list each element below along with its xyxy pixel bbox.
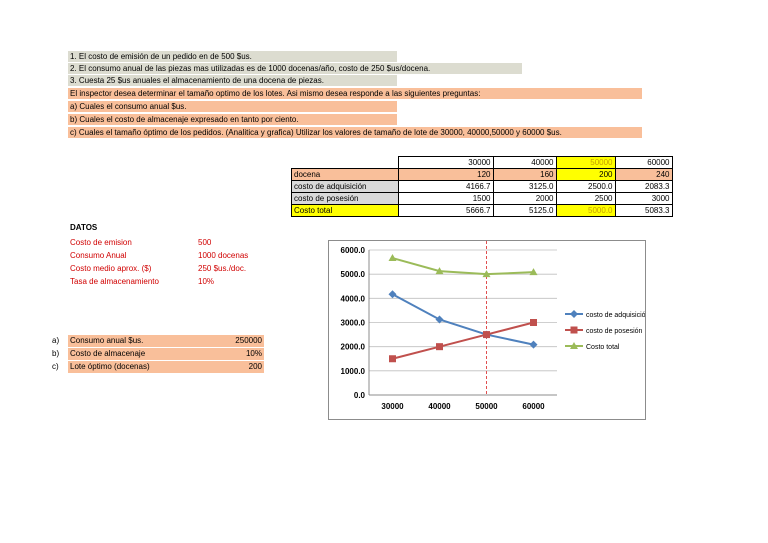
data-point: [530, 341, 538, 349]
y-tick-label: 6000.0: [340, 246, 365, 255]
datos-label: Costo medio aprox. ($): [70, 264, 152, 273]
statement-line-1: 1. El costo de emisión de un pedido en de 500 $us.: [68, 51, 397, 62]
result-row: [68, 335, 264, 348]
series-line: [393, 258, 534, 274]
statement-question-intro: El inspector desea determinar el tamaño optimo de los lotes. Asi mismo desea responde a las siguientes preguntas:: [68, 88, 642, 99]
datos-value: 10%: [198, 277, 215, 286]
table-cell-optimum: 5000.0: [556, 205, 615, 217]
cost-table: [291, 156, 673, 217]
result-row: [68, 361, 264, 374]
data-point: [389, 355, 396, 362]
table-row: [292, 193, 673, 205]
table-cell: 2000: [493, 193, 556, 205]
y-tick-label: 5000.0: [340, 270, 365, 280]
data-point: [389, 254, 397, 261]
x-tick-label: 50000: [475, 402, 498, 411]
table-cell: 2083.3: [615, 181, 672, 193]
y-tick-label: 0.0: [353, 391, 365, 400]
datos-label: Costo de emision: [70, 238, 132, 247]
table-cell: 4166.7: [398, 181, 493, 193]
table-cell: 2500.0: [556, 181, 615, 193]
cost-chart-svg: [329, 241, 645, 419]
result-row: [68, 348, 264, 361]
y-tick-label: 2000.0: [340, 342, 365, 352]
legend-label: costo de adquisición: [586, 312, 645, 319]
question-c: c) Cuales el tamaño óptimo de los pedidos. (Analitica y grafica) Utilizar los valores de tamaño de lote de 30000, 40000,50000 y 60000 $us.: [68, 127, 642, 138]
column-header: 60000: [615, 157, 672, 169]
legend-label: costo de posesión: [586, 328, 643, 335]
table-row: [292, 169, 673, 181]
table-cell: 200: [556, 169, 615, 181]
table-cell: 3125.0: [493, 181, 556, 193]
question-b: b) Cuales el costo de almacenaje expresado en tanto por ciento.: [68, 114, 397, 125]
table-header-row: [292, 157, 673, 169]
table-cell: 2500: [556, 193, 615, 205]
row-label: costo de posesión: [292, 193, 399, 205]
datos-label: Consumo Anual: [70, 251, 127, 260]
result-letter: b): [52, 349, 60, 358]
table-cell: 1500: [398, 193, 493, 205]
datos-title: DATOS: [70, 223, 98, 232]
row-label: costo de adquisición: [292, 181, 399, 193]
data-point: [530, 319, 537, 326]
table-cell: 240: [615, 169, 672, 181]
datos-value: 500: [198, 238, 212, 247]
result-label: Costo de almacenaje: [70, 349, 146, 358]
legend-marker: [570, 310, 578, 318]
table-row: [292, 205, 673, 217]
datos-value: 1000 docenas: [198, 251, 249, 260]
question-a: a) Cuales el consumo anual $us.: [68, 101, 397, 112]
data-point: [389, 290, 397, 298]
x-tick-label: 40000: [428, 402, 451, 411]
row-label: docena: [292, 169, 399, 181]
x-tick-label: 60000: [522, 402, 545, 411]
result-label: Consumo anual $us.: [70, 336, 144, 345]
table-row: [292, 181, 673, 193]
statement-line-3: 3. Cuesta 25 $us anuales el almacenamiento de una docena de piezas.: [68, 75, 397, 86]
result-letter: a): [52, 336, 60, 345]
x-tick-label: 30000: [381, 402, 404, 411]
series-line: [393, 294, 534, 344]
datos-label: Tasa de almacenamiento: [70, 277, 159, 286]
row-label: Costo total: [292, 205, 399, 217]
statement-line-2: 2. El consumo anual de las piezas mas utilizadas es de 1000 docenas/año, costo de 250 $us/docena.: [68, 63, 522, 74]
y-tick-label: 1000.0: [340, 366, 365, 376]
data-point: [483, 331, 490, 338]
result-label: Lote óptimo (docenas): [70, 362, 150, 371]
y-tick-label: 3000.0: [340, 318, 365, 328]
data-point: [436, 343, 443, 350]
legend-label: Costo total: [586, 344, 620, 351]
table-cell: 5125.0: [493, 205, 556, 217]
table-cell: 3000: [615, 193, 672, 205]
table-cell: 5666.7: [398, 205, 493, 217]
result-value: 10%: [245, 349, 262, 358]
legend-marker: [571, 327, 578, 334]
result-value: 200: [248, 362, 262, 371]
column-header-optimum: 50000: [556, 157, 615, 169]
cost-chart: [328, 240, 646, 420]
table-cell: 5083.3: [615, 205, 672, 217]
result-value: 250000: [235, 336, 262, 345]
table-cell: 160: [493, 169, 556, 181]
column-header: 30000: [398, 157, 493, 169]
y-tick-label: 4000.0: [340, 294, 365, 304]
result-letter: c): [52, 362, 59, 371]
column-header: 40000: [493, 157, 556, 169]
table-cell: 120: [398, 169, 493, 181]
datos-value: 250 $us./doc.: [198, 264, 247, 273]
